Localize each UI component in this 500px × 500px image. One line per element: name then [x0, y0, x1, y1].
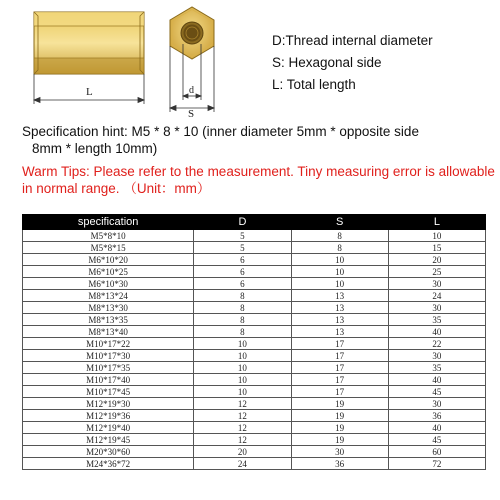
cell-d: 6 [194, 278, 291, 290]
cell-s: 19 [291, 410, 388, 422]
cell-l: 35 [388, 362, 485, 374]
cell-l: 30 [388, 398, 485, 410]
table-row [23, 374, 486, 386]
cell-d: 6 [194, 266, 291, 278]
cell-d: 5 [194, 242, 291, 254]
cell-s: 19 [291, 422, 388, 434]
cell-d: 8 [194, 326, 291, 338]
table-row [23, 338, 486, 350]
table-row [23, 290, 486, 302]
header-d: D [194, 215, 291, 230]
cell-l: 10 [388, 230, 485, 242]
cell-specification: M12*19*30 [23, 398, 194, 410]
specification-hint [22, 123, 492, 157]
cell-specification: M24*36*72 [23, 458, 194, 470]
cell-specification: M10*17*22 [23, 338, 194, 350]
cell-s: 30 [291, 446, 388, 458]
warm-tips [22, 163, 498, 197]
cell-l: 15 [388, 242, 485, 254]
cell-s: 17 [291, 350, 388, 362]
diameter-label: d [189, 85, 194, 96]
cell-s: 17 [291, 362, 388, 374]
cell-specification: M5*8*10 [23, 230, 194, 242]
cell-l: 60 [388, 446, 485, 458]
cell-d: 24 [194, 458, 291, 470]
length-label: L [86, 86, 93, 98]
cell-specification: M8*13*24 [23, 290, 194, 302]
cell-s: 19 [291, 434, 388, 446]
cell-specification: M6*10*25 [23, 266, 194, 278]
cell-d: 12 [194, 434, 291, 446]
cell-d: 12 [194, 410, 291, 422]
cell-l: 35 [388, 314, 485, 326]
cell-l: 24 [388, 290, 485, 302]
table-row [23, 458, 486, 470]
side-view [34, 12, 144, 74]
cell-specification: M5*8*15 [23, 242, 194, 254]
spec-hint-line1: Specification hint: M5 * 8 * 10 (inner diameter 5mm * opposite side [22, 124, 419, 139]
cell-specification: M8*13*40 [23, 326, 194, 338]
cell-specification: M10*17*40 [23, 374, 194, 386]
cell-d: 20 [194, 446, 291, 458]
cell-s: 19 [291, 398, 388, 410]
cell-d: 5 [194, 230, 291, 242]
cell-l: 45 [388, 386, 485, 398]
warm-tips-unit: （Unit：mm） [123, 181, 211, 196]
cell-s: 8 [291, 242, 388, 254]
legend-hexagonal-side: S: Hexagonal side [272, 55, 382, 70]
legend-thread-diameter: D:Thread internal diameter [272, 33, 433, 48]
cell-specification: M12*19*45 [23, 434, 194, 446]
table-row [23, 446, 486, 458]
cell-specification: M12*19*36 [23, 410, 194, 422]
cell-s: 13 [291, 302, 388, 314]
cell-specification: M10*17*30 [23, 350, 194, 362]
cell-s: 8 [291, 230, 388, 242]
table-row [23, 398, 486, 410]
cell-l: 30 [388, 350, 485, 362]
table-header-row [23, 215, 486, 230]
header-s: S [291, 215, 388, 230]
specification-table [22, 214, 486, 470]
table-row [23, 314, 486, 326]
cell-specification: M8*13*30 [23, 302, 194, 314]
cell-l: 40 [388, 422, 485, 434]
cell-d: 12 [194, 398, 291, 410]
table-row [23, 422, 486, 434]
cell-l: 45 [388, 434, 485, 446]
table-row [23, 254, 486, 266]
cell-specification: M10*17*45 [23, 386, 194, 398]
cell-d: 10 [194, 386, 291, 398]
cell-d: 8 [194, 314, 291, 326]
cell-specification: M12*19*40 [23, 422, 194, 434]
table-row [23, 278, 486, 290]
header-l: L [388, 215, 485, 230]
table-row [23, 410, 486, 422]
cell-specification: M10*17*35 [23, 362, 194, 374]
warm-tips-text: Warm Tips: Please refer to the measurement. Tiny measuring error is allowable in normal range. [22, 164, 495, 196]
cell-l: 36 [388, 410, 485, 422]
cell-l: 40 [388, 374, 485, 386]
table-row [23, 242, 486, 254]
cell-d: 10 [194, 362, 291, 374]
cell-specification: M6*10*20 [23, 254, 194, 266]
cell-d: 8 [194, 290, 291, 302]
cell-l: 25 [388, 266, 485, 278]
cell-d: 10 [194, 338, 291, 350]
table-row [23, 326, 486, 338]
table-row [23, 434, 486, 446]
cell-d: 10 [194, 350, 291, 362]
cell-s: 13 [291, 314, 388, 326]
cell-l: 30 [388, 278, 485, 290]
cell-s: 13 [291, 290, 388, 302]
header-specification: specification [23, 215, 194, 230]
table-row [23, 302, 486, 314]
cell-d: 12 [194, 422, 291, 434]
cell-l: 40 [388, 326, 485, 338]
table-row [23, 362, 486, 374]
table-row [23, 350, 486, 362]
cell-d: 8 [194, 302, 291, 314]
dimension-legend [272, 30, 433, 96]
cell-d: 10 [194, 374, 291, 386]
end-view [170, 7, 214, 59]
legend-total-length: L: Total length [272, 77, 356, 92]
table-row [23, 386, 486, 398]
table-row [23, 230, 486, 242]
cell-s: 17 [291, 374, 388, 386]
hex-standoff-diagram [0, 0, 260, 118]
cell-specification: M20*30*60 [23, 446, 194, 458]
cell-l: 30 [388, 302, 485, 314]
cell-s: 10 [291, 254, 388, 266]
cell-s: 17 [291, 386, 388, 398]
cell-specification: M6*10*30 [23, 278, 194, 290]
cell-l: 72 [388, 458, 485, 470]
cell-l: 20 [388, 254, 485, 266]
cell-s: 17 [291, 338, 388, 350]
cell-s: 10 [291, 266, 388, 278]
cell-s: 13 [291, 326, 388, 338]
side-label: S [188, 108, 195, 118]
cell-specification: M8*13*35 [23, 314, 194, 326]
cell-s: 36 [291, 458, 388, 470]
spec-hint-line2: 8mm * length 10mm) [32, 141, 158, 156]
cell-d: 6 [194, 254, 291, 266]
table-row [23, 266, 486, 278]
cell-l: 22 [388, 338, 485, 350]
table-body [23, 230, 486, 470]
cell-s: 10 [291, 278, 388, 290]
